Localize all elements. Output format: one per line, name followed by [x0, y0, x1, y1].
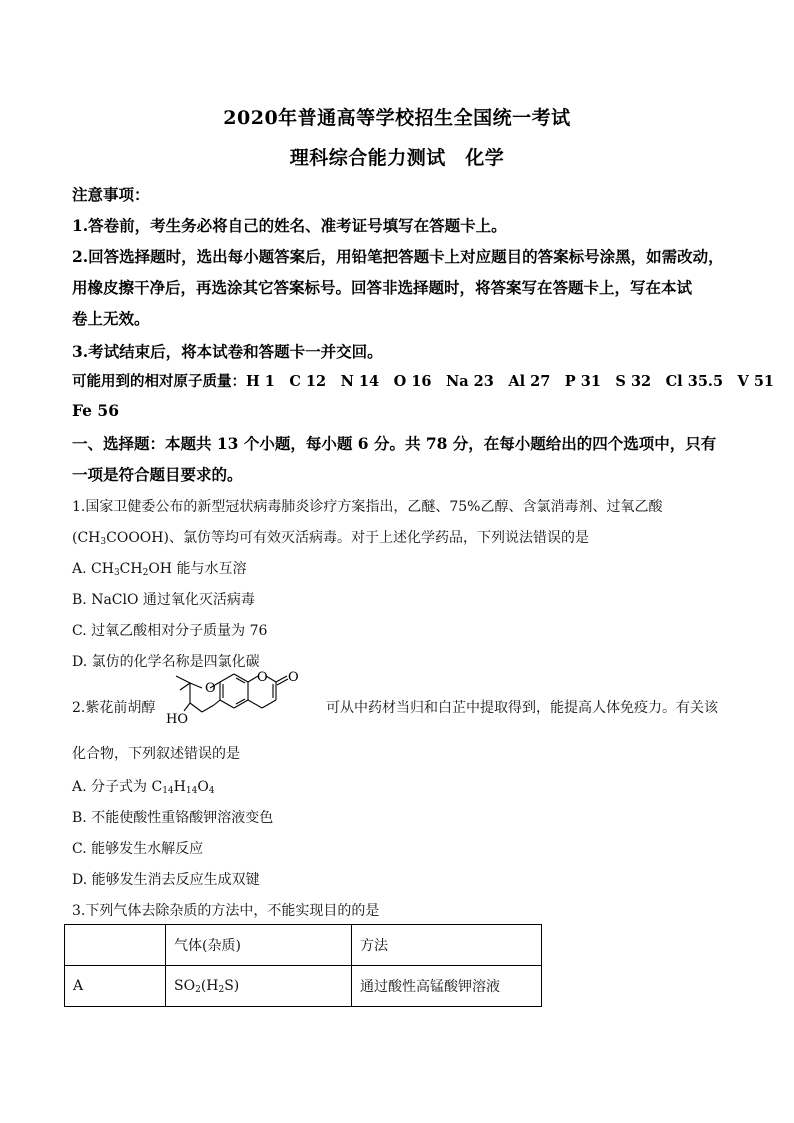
- molecule-label-o1: O: [205, 681, 216, 696]
- table-cell-label: A: [65, 966, 166, 1007]
- q2-stem-end: 可从中药材当归和白芷中提取得到，能提高人体免疫力。有关该: [326, 700, 718, 716]
- molecule-label-o3: O: [288, 670, 299, 685]
- q1-option-a: A. $CH_3CH_2OH$ 能与水互溶: [72, 561, 247, 578]
- q2-option-d: D. 能够发生消去反应生成双键: [72, 872, 260, 888]
- q2-option-c: C. 能够发生水解反应: [72, 841, 204, 857]
- q3-table: [64, 924, 542, 1007]
- section-heading-line-2: 一项是符合题目要求的。: [72, 465, 243, 484]
- molecule-bonds: [176, 674, 288, 712]
- notice-item-2-line-1: 2.回答选择题时，选出每小题答案后，用铅笔把答题卡上对应题目的答案标号涂黑，如需改动，: [72, 247, 724, 266]
- q1-option-c: C. 过氧乙酸相对分子质量为 76: [72, 623, 268, 639]
- notice-item-3: 3.考试结束后，将本试卷和答题卡一并交回。: [72, 342, 383, 361]
- section-heading-line-1: 一、选择题：本题共 13 个小题，每小题 6 分。共 78 分，在每小题给出的四个选项中，只有: [72, 434, 717, 453]
- q2-option-b: B. 不能使酸性重铬酸钾溶液变色: [72, 810, 274, 826]
- q1-option-b: B. NaClO 通过氧化灭活病毒: [72, 592, 255, 608]
- molecule-structure-image: [154, 670, 326, 732]
- q1-option-d: D. 氯仿的化学名称是四氯化碳: [72, 654, 260, 670]
- table-header-cell: 方法: [352, 925, 542, 966]
- notice-item-1: 1.答卷前，考生务必将自己的姓名、准考证号填写在答题卡上。: [72, 216, 507, 235]
- notice-item-2-line-3: 卷上无效。: [72, 309, 150, 328]
- page-subtitle: 理科综合能力测试 化学: [289, 147, 505, 169]
- molecule-label-ho: HO: [166, 712, 188, 727]
- table-row: [65, 966, 542, 1007]
- atomic-masses-line-1: 可能用到的相对原子质量：H 1 C 12 N 14 O 16 Na 23 Al 27 P 31 S 32 Cl 35.5 V 51: [72, 373, 775, 390]
- molecule-label-o2: O: [257, 670, 268, 685]
- q3-stem: 3.下列气体去除杂质的方法中，不能实现目的的是: [72, 903, 380, 919]
- page-title: 2020年普通高等学校招生全国统一考试: [223, 107, 571, 129]
- q1-stem-line-2: $(CH_3COOOH)$、氯仿等均可有效灭活病毒。对于上述化学药品，下列说法错误的是: [72, 530, 589, 547]
- table-cell-method: 通过酸性高锰酸钾溶液: [352, 966, 542, 1007]
- q2-stem-start: 2.紫花前胡醇: [72, 700, 156, 716]
- table-header-cell: [65, 925, 166, 966]
- table-header-cell: 气体(杂质): [166, 925, 352, 966]
- table-header-row: [65, 925, 542, 966]
- atomic-masses-line-2: Fe 56: [72, 401, 119, 420]
- notice-heading: 注意事项：: [72, 185, 150, 204]
- q2-stem-line-2: 化合物，下列叙述错误的是: [72, 746, 240, 762]
- q2-option-a: A. 分子式为 $C_{14}H_{14}O_4$: [72, 779, 215, 796]
- q1-stem-line-1: 1.国家卫健委公布的新型冠状病毒肺炎诊疗方案指出，乙醚、75%乙醇、含氯消毒剂、过氧乙酸: [72, 499, 663, 515]
- table-cell-gas: $SO_2(H_2S)$: [166, 966, 352, 1007]
- notice-item-2-line-2: 用橡皮擦干净后，再选涂其它答案标号。回答非选择题时，将答案写在答题卡上，写在本试: [72, 278, 693, 297]
